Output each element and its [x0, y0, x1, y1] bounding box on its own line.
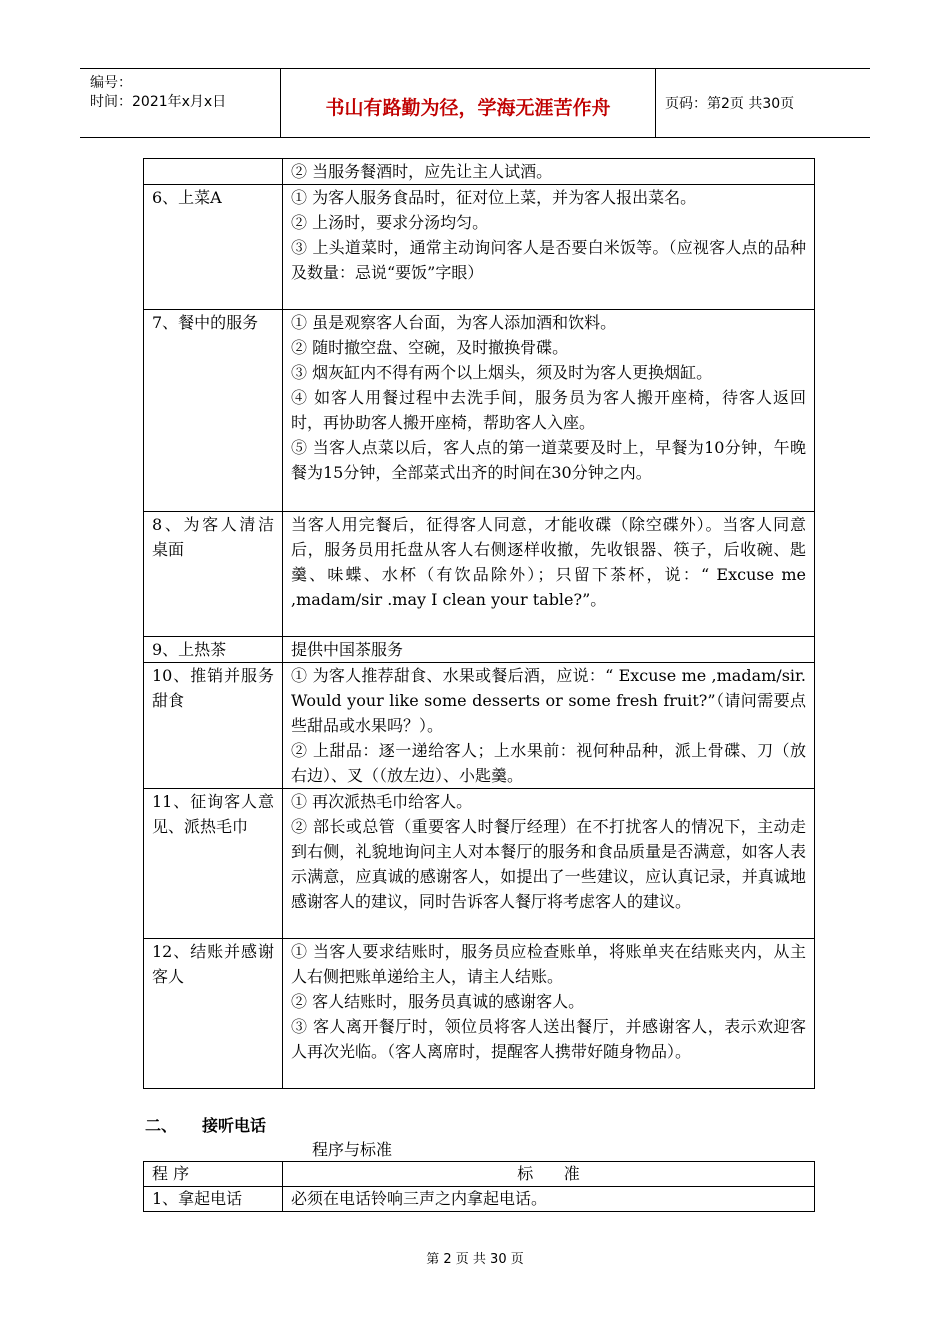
standard-line: ④ 如客人用餐过程中去洗手间，服务员为客人搬开座椅，待客人返回时，再协助客人搬开座椅，帮助客人入座。: [291, 388, 806, 432]
table-row: [144, 663, 815, 789]
standard-line: ② 随时撤空盘、空碗，及时撤换骨碟。: [291, 338, 569, 357]
column-header-step: 程 序: [144, 1162, 283, 1187]
standard-cell: [283, 663, 815, 789]
step-cell: [144, 159, 283, 185]
table-row: [144, 512, 815, 637]
table-row: [144, 185, 815, 310]
standard-line: ② 当服务餐酒时，应先让主人试酒。: [291, 162, 553, 181]
table-row: [144, 159, 815, 185]
standard-line: ② 上汤时，要求分汤均匀。: [291, 213, 489, 232]
standard-line: ③ 客人离开餐厅时，领位员将客人送出餐厅，并感谢客人，表示欢迎客人再次光临。（客人离席时，提醒客人携带好随身物品）。: [291, 1017, 806, 1061]
standard-line: ② 客人结账时，服务员真诚的感谢客人。: [291, 992, 585, 1011]
step-cell: 6、上菜A: [144, 185, 283, 310]
standard-line: ③ 上头道菜时，通常主动询问客人是否要白米饭等。（应视客人点的品种及数量：忌说“要饭”字眼）: [291, 238, 806, 282]
step-cell: 7、餐中的服务: [144, 310, 283, 512]
standard-cell: [283, 310, 815, 512]
standard-line: ② 部长或总管（重要客人时餐厅经理）在不打扰客人的情况下，主动走到右侧，礼貌地询问主人对本餐厅的服务和食品质量是否满意，如客人表示满意，应真诚的感谢客人，如提出了一些建议，应认真记录，并真诚地感谢客人的建议，同时告诉客人餐厅将考虑客人的建议。: [291, 817, 806, 911]
step-cell: 11、征询客人意见、派热毛巾: [144, 789, 283, 939]
table-row: [144, 789, 815, 939]
standard-cell: [283, 185, 815, 310]
standard-line: ① 为客人推荐甜食、水果或餐后酒，应说：“ Excuse me ,madam/sir. Would your like some desserts or some fresh fruit?”（请问需要点些甜品或水果吗？）。: [291, 666, 806, 735]
table-header-row: [144, 1162, 815, 1187]
section-title: 接听电话: [202, 1116, 267, 1135]
standard-line: ① 虽是观察客人台面，为客人添加酒和饮料。: [291, 313, 617, 332]
standard-line: ② 上甜品：逐一递给客人；上水果前：视何种品种，派上骨碟、刀（放右边）、叉（（放左边）、小匙羹。: [291, 741, 806, 785]
standard-line: ① 当客人要求结账时，服务员应检查账单，将账单夹在结账夹内，从主人右侧把账单递给主人，请主人结账。: [291, 942, 806, 986]
header-page-cell: [655, 69, 870, 137]
section-heading: [145, 1113, 266, 1136]
standard-line: 提供中国茶服务: [291, 640, 404, 659]
standard-line: ③ 烟灰缸内不得有两个以上烟头，须及时为客人更换烟缸。: [291, 363, 713, 382]
standard-cell: [283, 939, 815, 1089]
standard-cell: [283, 512, 815, 637]
standard-line: ⑤ 当客人点菜以后，客人点的第一道菜要及时上，早餐为10分钟，午晚餐为15分钟，全部菜式出齐的时间在30分钟之内。: [291, 438, 806, 482]
service-procedure-table: [143, 158, 815, 1089]
column-header-standard: 标 准: [283, 1162, 815, 1187]
table-row: [144, 1187, 815, 1212]
document-number-label: 编号：: [90, 75, 132, 91]
page-header: [80, 68, 870, 138]
step-cell: 1、拿起电话: [144, 1187, 283, 1212]
header-motto: 书山有路勤为径，学海无涯苦作舟: [325, 97, 611, 119]
table-caption: 程序与标准: [312, 1140, 393, 1159]
standard-line: ① 为客人服务食品时，征对位上菜，并为客人报出菜名。: [291, 188, 697, 207]
page-footer: 第 2 页 共 30 页: [426, 1252, 524, 1267]
table-row: [144, 637, 815, 663]
header-page-number: 页码：第2页 共30页: [665, 96, 795, 112]
standard-line: ① 再次派热毛巾给客人。: [291, 792, 473, 811]
step-cell: 12、结账并感谢客人: [144, 939, 283, 1089]
standard-cell: [283, 159, 815, 185]
header-motto-cell: [280, 69, 656, 137]
step-cell: 10、推销并服务甜食: [144, 663, 283, 789]
step-cell: 9、上热茶: [144, 637, 283, 663]
standard-line: 当客人用完餐后，征得客人同意，才能收碟（除空碟外）。当客人同意后，服务员用托盘从客人右侧逐样收撤，先收银器、筷子，后收碗、匙羹、味蝶、水杯（有饮品除外）；只留下茶杯，说：“ Excuse me ,madam/sir .may I clean your table?”。: [291, 515, 806, 609]
standard-cell: [283, 637, 815, 663]
header-meta: [80, 69, 280, 137]
standard-cell: [283, 789, 815, 939]
phone-procedure-table: [143, 1161, 815, 1212]
table-row: [144, 939, 815, 1089]
table-row: [144, 310, 815, 512]
document-date: 时间：2021年x月x日: [90, 94, 227, 110]
section-number: 二、: [145, 1116, 178, 1135]
step-cell: 8、为客人清洁桌面: [144, 512, 283, 637]
standard-cell: 必须在电话铃响三声之内拿起电话。: [283, 1187, 815, 1212]
